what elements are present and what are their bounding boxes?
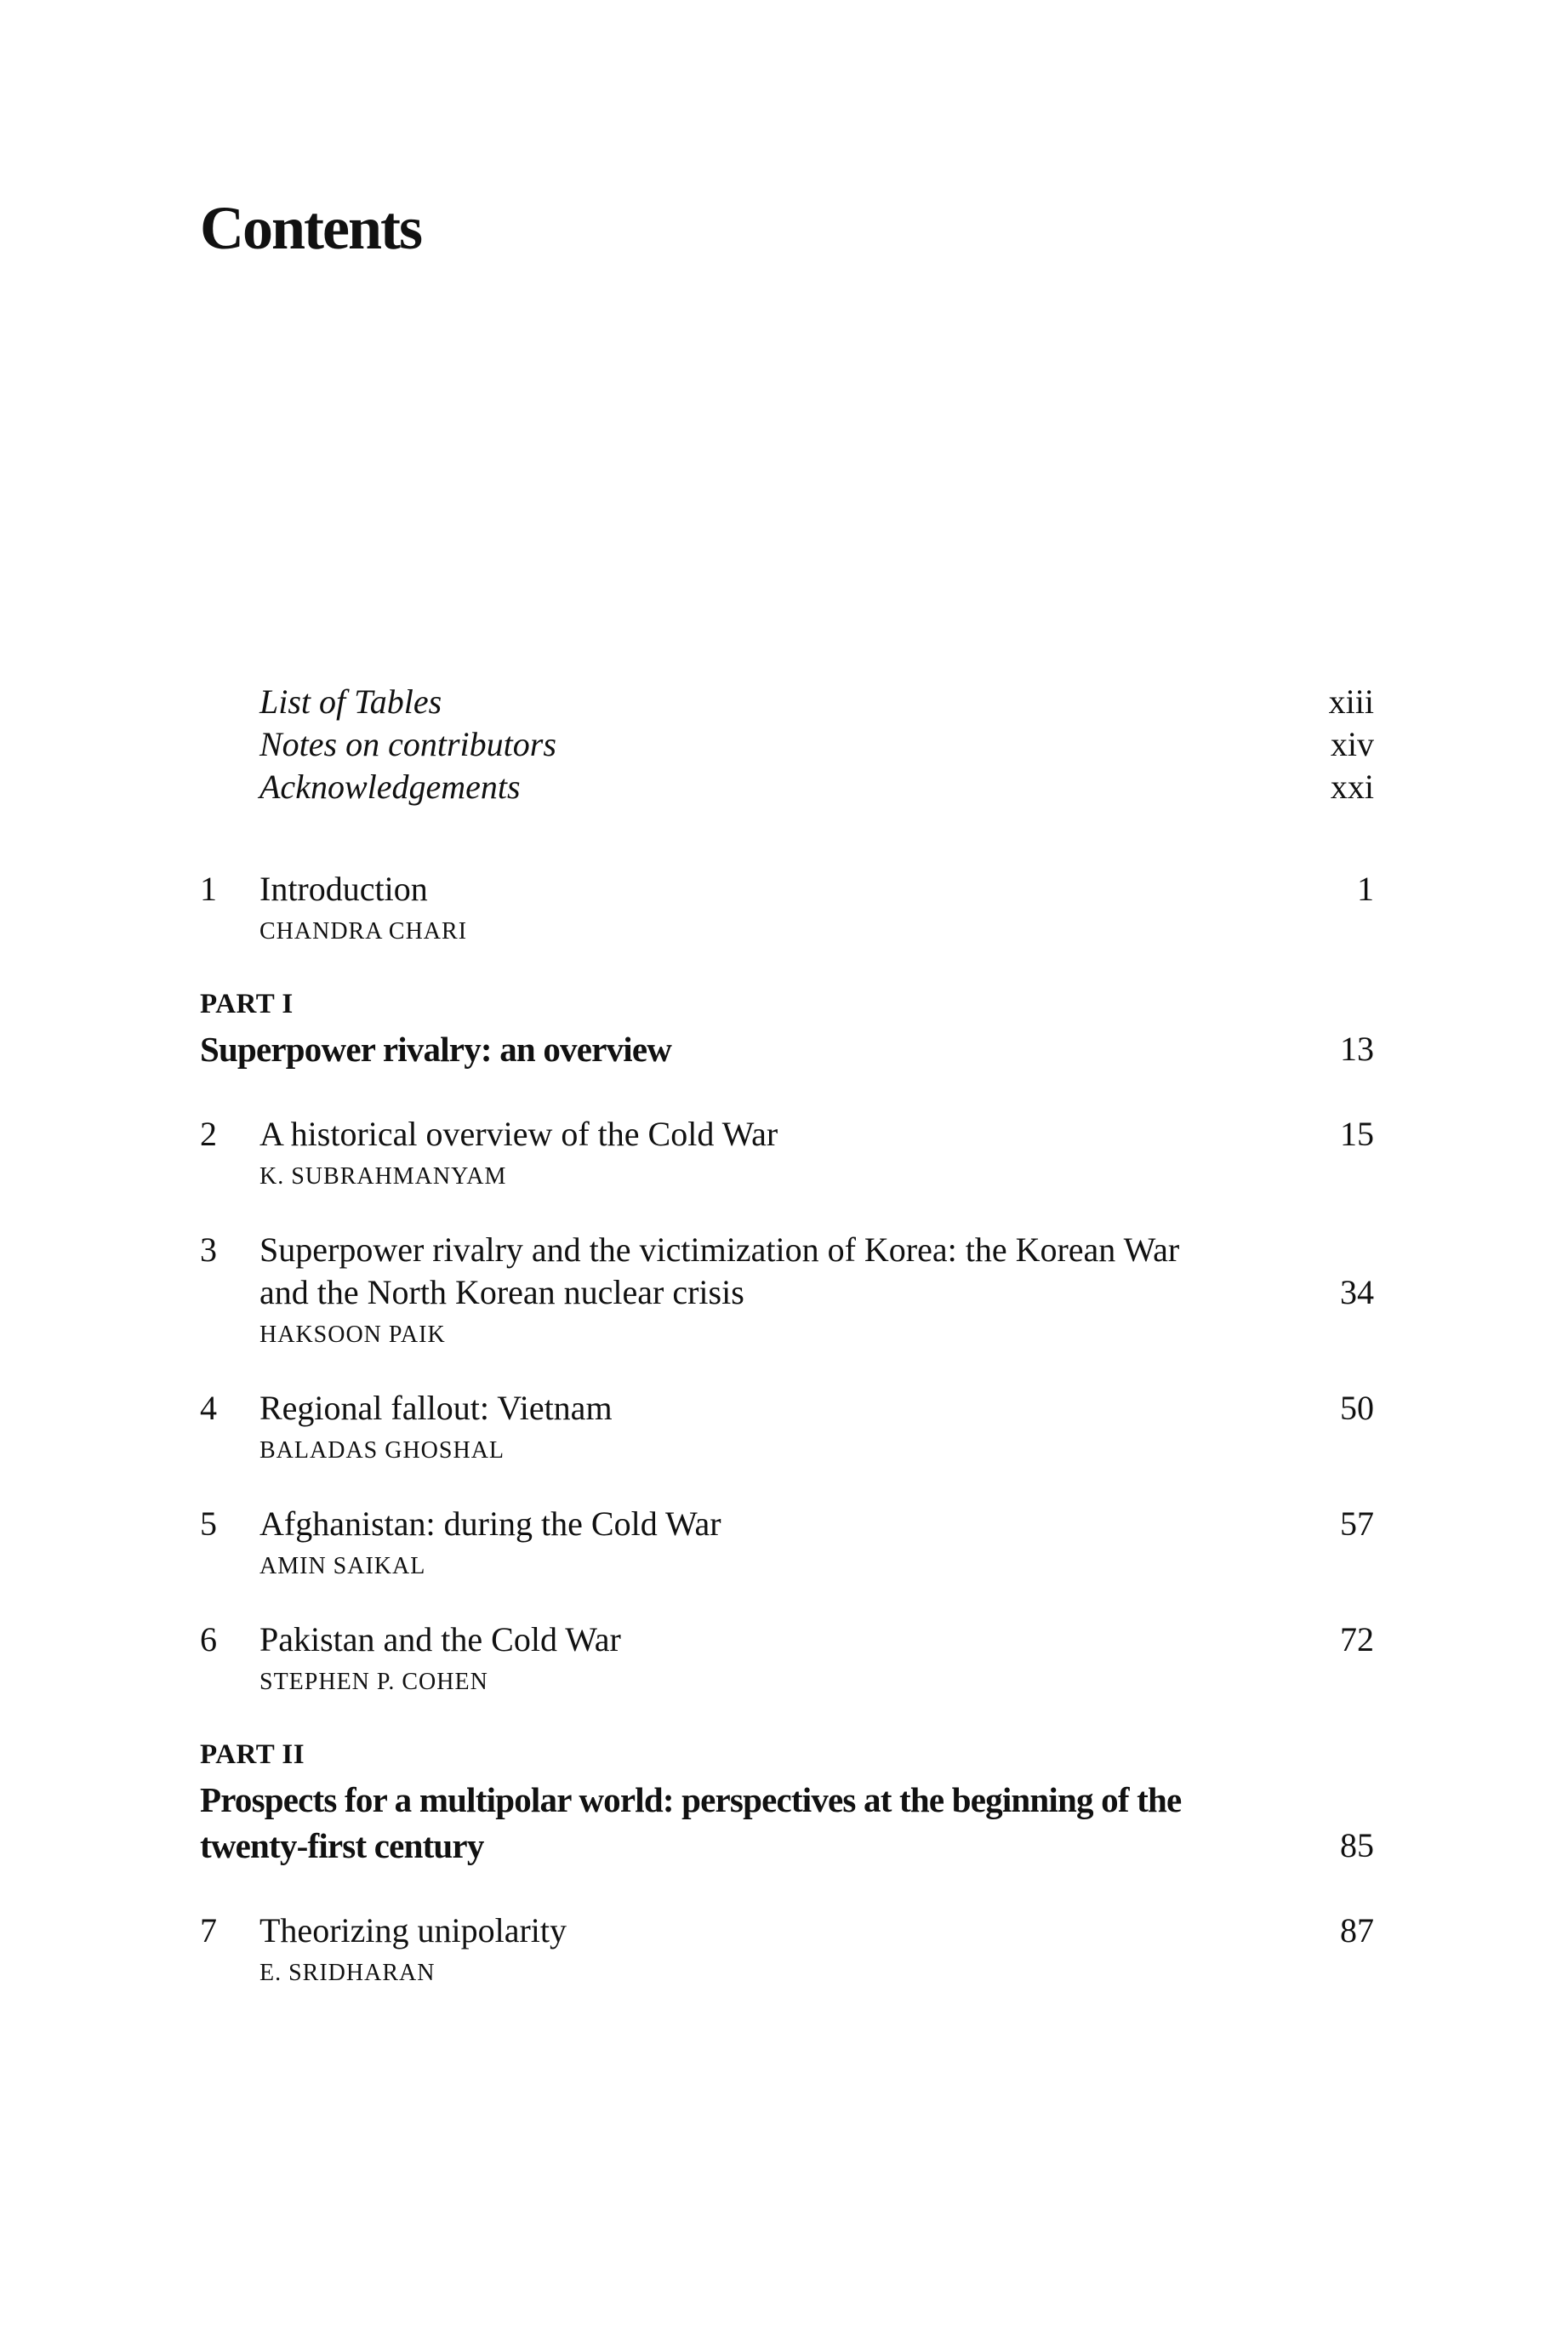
page-title: Contents: [200, 194, 422, 262]
chapter-author: K. SUBRAHMANYAM: [259, 1163, 507, 1190]
chapter-row: [200, 868, 1374, 911]
front-matter-title: Notes on contributors: [259, 725, 556, 763]
chapter-number: 7: [200, 1911, 217, 1950]
part-label: PART II: [200, 1739, 305, 1770]
chapter-author: BALADAS GHOSHAL: [259, 1437, 505, 1464]
front-matter-item[interactable]: [259, 766, 1374, 808]
chapter-heading: [200, 868, 1272, 911]
chapter-author: E. SRIDHARAN: [259, 1960, 436, 1986]
part-page-number: 13: [1340, 1030, 1374, 1068]
chapter-page-number: 34: [1340, 1273, 1374, 1311]
front-matter-title: Acknowledgements: [259, 768, 521, 806]
chapter-heading: [200, 1113, 1272, 1156]
chapter-page-number: 72: [1340, 1620, 1374, 1658]
part-label: PART I: [200, 989, 294, 1019]
front-matter-page-number: xxi: [1330, 768, 1374, 806]
chapter-entry[interactable]: [200, 1618, 1374, 1697]
chapter-entry[interactable]: [200, 868, 1374, 946]
chapter-row: [200, 1910, 1374, 1952]
chapter-author: STEPHEN P. COHEN: [259, 1669, 488, 1695]
chapter-row: [200, 1503, 1374, 1545]
chapter-row: [200, 1113, 1374, 1156]
part-row: [200, 1026, 1374, 1072]
chapter-page-number: 57: [1340, 1504, 1374, 1543]
chapter-heading: [200, 1387, 1272, 1430]
chapter-author: HAKSOON PAIK: [259, 1322, 446, 1348]
chapter-heading: [200, 1618, 1272, 1661]
chapter-number: 3: [200, 1230, 217, 1269]
part-row: [200, 1777, 1374, 1869]
chapter-entry[interactable]: [200, 1503, 1374, 1581]
front-matter-item[interactable]: [259, 681, 1374, 723]
chapter-entry[interactable]: [200, 1910, 1374, 1988]
chapter-page-number: 50: [1340, 1389, 1374, 1427]
chapter-heading: [200, 1910, 1272, 1952]
chapter-heading: [200, 1229, 1272, 1314]
part-title: Superpower rivalry: an overview: [200, 1030, 672, 1069]
chapter-page-number: 87: [1340, 1911, 1374, 1950]
chapter-row: [200, 1618, 1374, 1661]
chapter-entry[interactable]: [200, 1387, 1374, 1465]
front-matter-title: List of Tables: [259, 682, 442, 721]
chapter-title: Superpower rivalry and the victimization of Korea: the Korean War and the North Korean nuclear crisis: [259, 1230, 1180, 1311]
chapter-title: Theorizing unipolarity: [259, 1911, 567, 1950]
chapter-heading: [200, 1503, 1272, 1545]
chapter-number: 1: [200, 870, 217, 908]
chapter-entry[interactable]: [200, 1113, 1374, 1191]
chapter-entry[interactable]: [200, 1229, 1374, 1350]
table-of-contents: [200, 681, 1374, 2025]
chapter-number: 6: [200, 1620, 217, 1658]
part-heading[interactable]: [200, 987, 1374, 1072]
chapter-title: A historical overview of the Cold War: [259, 1115, 778, 1153]
chapter-number: 5: [200, 1504, 217, 1543]
chapter-number: 4: [200, 1389, 217, 1427]
chapter-title: Introduction: [259, 870, 428, 908]
chapter-page-number: 1: [1357, 870, 1374, 908]
front-matter-page-number: xiii: [1328, 682, 1374, 721]
chapter-number: 2: [200, 1115, 217, 1153]
chapter-title: Pakistan and the Cold War: [259, 1620, 621, 1658]
chapter-title: Afghanistan: during the Cold War: [259, 1504, 721, 1543]
front-matter-page-number: xiv: [1330, 725, 1374, 763]
chapter-row: [200, 1387, 1374, 1430]
part-heading[interactable]: [200, 1738, 1374, 1869]
chapter-row: [200, 1229, 1374, 1314]
part-page-number: 85: [1340, 1826, 1374, 1864]
chapter-page-number: 15: [1340, 1115, 1374, 1153]
front-matter-list: [200, 681, 1374, 808]
chapter-author: AMIN SAIKAL: [259, 1553, 426, 1579]
front-matter-item[interactable]: [259, 723, 1374, 766]
chapter-title: Regional fallout: Vietnam: [259, 1389, 613, 1427]
chapter-author: CHANDRA CHARI: [259, 918, 468, 945]
part-title: Prospects for a multipolar world: perspectives at the beginning of the twenty-first century: [200, 1780, 1182, 1865]
